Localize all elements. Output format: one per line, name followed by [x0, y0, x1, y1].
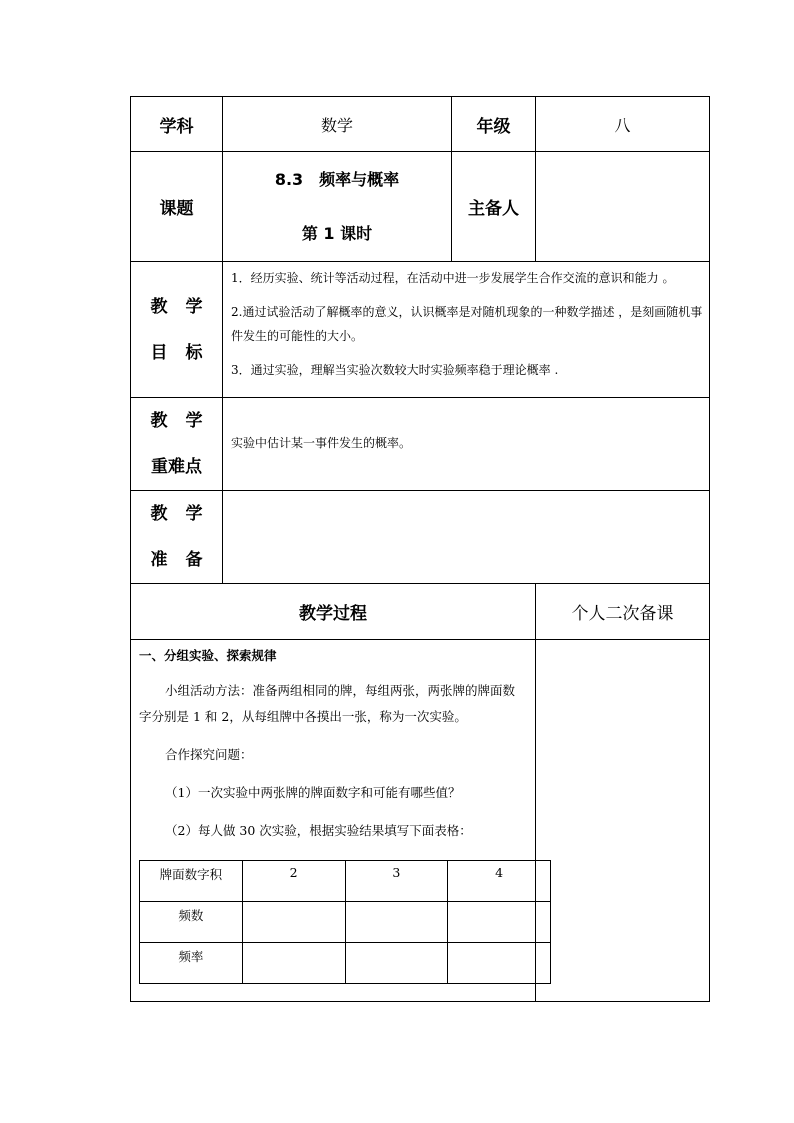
topic-title-line2: 第 1 课时	[301, 223, 373, 243]
table-cell	[242, 943, 345, 984]
topic-title	[223, 152, 452, 262]
goal-item: 1．经历实验、统计等活动过程，在活动中进一步发展学生合作交流的意识和能力 。	[231, 271, 675, 285]
difficulty-label	[131, 398, 223, 491]
question-1: （1）一次实验中两张牌的牌面数字和可能有哪些值？	[165, 785, 461, 800]
topic-label: 课题	[131, 152, 223, 262]
table-row-label: 频数	[140, 902, 243, 943]
process-content	[131, 640, 536, 1002]
table-header-cell: 2	[242, 861, 345, 902]
goal-item: 3．通过实验，理解当实验次数较大时实验频率稳于理论概率 .	[231, 363, 559, 377]
secondary-prep-content	[536, 640, 710, 1002]
process-body-row	[131, 640, 710, 1002]
table-cell	[345, 943, 448, 984]
difficulty-content: 实验中估计某一事件发生的概率。	[223, 398, 710, 491]
preparation-label	[131, 491, 223, 584]
goals-label-line1: 教学	[150, 296, 221, 317]
preparation-content	[223, 491, 710, 584]
topic-title-line1: 8.3 频率与概率	[274, 169, 400, 189]
grade-value: 八	[536, 97, 710, 152]
preparation-label-line1: 教学	[150, 504, 221, 524]
table-cell	[345, 902, 448, 943]
difficulty-label-line1: 教学	[150, 411, 221, 431]
frequency-table	[139, 860, 551, 984]
table-row	[140, 943, 551, 984]
preparation-label-line2: 准备	[150, 550, 221, 570]
table-header-cell: 4	[448, 861, 551, 902]
section-title: 一、分组实验、探索规律	[139, 648, 277, 663]
header-row	[131, 97, 710, 152]
frequency-table-header	[140, 861, 551, 902]
process-header-row	[131, 584, 710, 640]
difficulty-row	[131, 398, 710, 491]
table-cell	[242, 902, 345, 943]
activity-paragraph: 小组活动方法：准备两组相同的牌，每组两张，两张牌的牌面数字分别是 1 和 2，从每组牌中各摸出一张，称为一次实验。	[139, 683, 516, 724]
topic-row	[131, 152, 710, 262]
inquiry-heading: 合作探究问题：	[165, 747, 253, 762]
preparer-label: 主备人	[452, 152, 536, 262]
grade-label: 年级	[452, 97, 536, 152]
goal-item: 2.通过试验活动了解概率的意义，认识概率是对随机现象的一种数学描述 ，是刻画随机事件发生的可能性的大小。	[231, 305, 703, 343]
question-2: （2）每人做 30 次实验，根据实验结果填写下面表格：	[165, 823, 472, 838]
preparer-value	[536, 152, 710, 262]
difficulty-label-line2: 重难点	[151, 457, 202, 477]
table-row	[140, 902, 551, 943]
subject-value: 数学	[223, 97, 452, 152]
goals-row	[131, 262, 710, 398]
goals-label-line2: 目标	[150, 342, 221, 363]
process-header: 教学过程	[131, 584, 536, 640]
preparation-row	[131, 491, 710, 584]
goals-label	[131, 262, 223, 398]
table-header-cell: 3	[345, 861, 448, 902]
table-header-cell: 牌面数字积	[140, 861, 243, 902]
table-row-label: 频率	[140, 943, 243, 984]
secondary-prep-header: 个人二次备课	[536, 584, 710, 640]
subject-label: 学科	[131, 97, 223, 152]
lesson-plan-table	[130, 96, 710, 1002]
goals-content	[223, 262, 710, 398]
